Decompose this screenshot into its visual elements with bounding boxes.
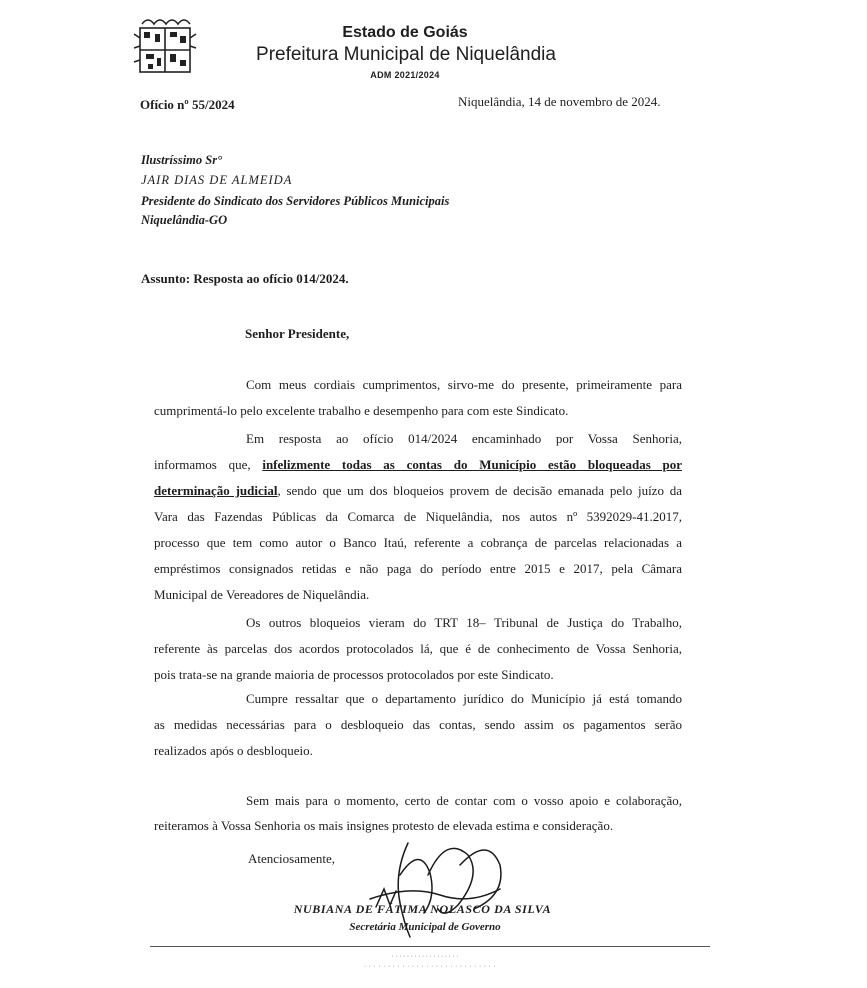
- recipient-salutation: Ilustríssimo Sr°: [141, 153, 223, 167]
- paragraph-2-line: Municipal de Vereadores de Niquelândia.: [154, 587, 370, 602]
- municipality-name: Prefeitura Municipal de Niquelândia: [256, 44, 556, 65]
- recipient-position: Presidente do Sindicato dos Servidores Públicos Municipais: [141, 194, 450, 208]
- highlighted-text: infelizmente todas as contas do Município estão bloqueadas por: [262, 457, 682, 472]
- footer-line: · · · · · · · · · · · · · · · · · ·: [391, 953, 459, 960]
- highlighted-text: determinação judicial: [154, 483, 278, 498]
- paragraph-2-line: Vara das Fazendas Públicas da Comarca de Niquelândia, nos autos nº 5392029-41.2017,: [154, 509, 682, 524]
- paragraph-4-line: Cumpre ressaltar que o departamento jurídico do Município já está tomando: [246, 691, 682, 706]
- closing: Atenciosamente,: [248, 851, 335, 866]
- paragraph-2-line: processo que tem como autor o Banco Itaú, referente a cobrança de parcelas relacionadas a: [154, 535, 682, 550]
- coat-of-arms-icon: [128, 14, 198, 80]
- signatory-name: NUBIANA DE FÁTIMA NOLASCO DA SILVA: [293, 902, 552, 916]
- oficio-number: Ofício nº 55/2024: [140, 97, 235, 112]
- paragraph-1-line: Com meus cordiais cumprimentos, sirvo-me do presente, primeiramente para: [246, 377, 682, 392]
- paragraph-4-line: as medidas necessárias para o desbloqueio das contas, sendo assim os pagamentos serão: [154, 717, 682, 732]
- administration-period: ADM 2021/2024: [370, 70, 440, 80]
- paragraph-2-line: empréstimos consignados retidas e não paga do período entre 2015 e 2017, pela Câmara: [154, 561, 682, 576]
- state-name: Estado de Goiás: [342, 24, 468, 41]
- recipient-name: JAIR DIAS DE ALMEIDA: [141, 173, 293, 187]
- signatory-role: Secretária Municipal de Governo: [349, 921, 501, 933]
- greeting: Senhor Presidente,: [245, 326, 350, 341]
- paragraph-3-line: pois trata-se na grande maioria de processos protocolados por este Sindicato.: [154, 667, 554, 682]
- paragraph-2-text: informamos que,: [154, 457, 263, 472]
- paragraph-2-text: , sendo que um dos bloqueios provem de decisão emanada pelo juízo da: [277, 483, 682, 498]
- footer-divider: [150, 946, 710, 947]
- subject-line: Assunto: Resposta ao ofício 014/2024.: [141, 271, 349, 286]
- paragraph-5-line: reiteramos à Vossa Senhoria os mais insignes protesto de elevada estima e consideração.: [154, 818, 614, 833]
- paragraph-2-line: Em resposta ao ofício 014/2024 encaminhado por Vossa Senhoria,: [246, 431, 682, 446]
- paragraph-4-line: realizados após o desbloqueio.: [154, 743, 313, 758]
- footer-line: · · · · · · · · · · · · · · · · · · · · · · · · · · · ·: [364, 963, 496, 970]
- paragraph-2-line: [154, 478, 682, 504]
- paragraph-3-line: referente às parcelas dos acordos protocolados lá, que é de conhecimento de Vossa Senhoria,: [154, 641, 682, 656]
- paragraph-3-line: Os outros bloqueios vieram do TRT 18– Tribunal de Justiça do Trabalho,: [246, 615, 682, 630]
- paragraph-1-line: cumprimentá-lo pelo excelente trabalho e desempenho para com este Sindicato.: [154, 403, 569, 418]
- paragraph-5-line: Sem mais para o momento, certo de contar com o vosso apoio e colaboração,: [246, 793, 682, 808]
- paragraph-2-line: [154, 452, 682, 478]
- place-date: Niquelândia, 14 de novembro de 2024.: [458, 94, 661, 109]
- recipient-city: Niquelândia-GO: [141, 213, 228, 227]
